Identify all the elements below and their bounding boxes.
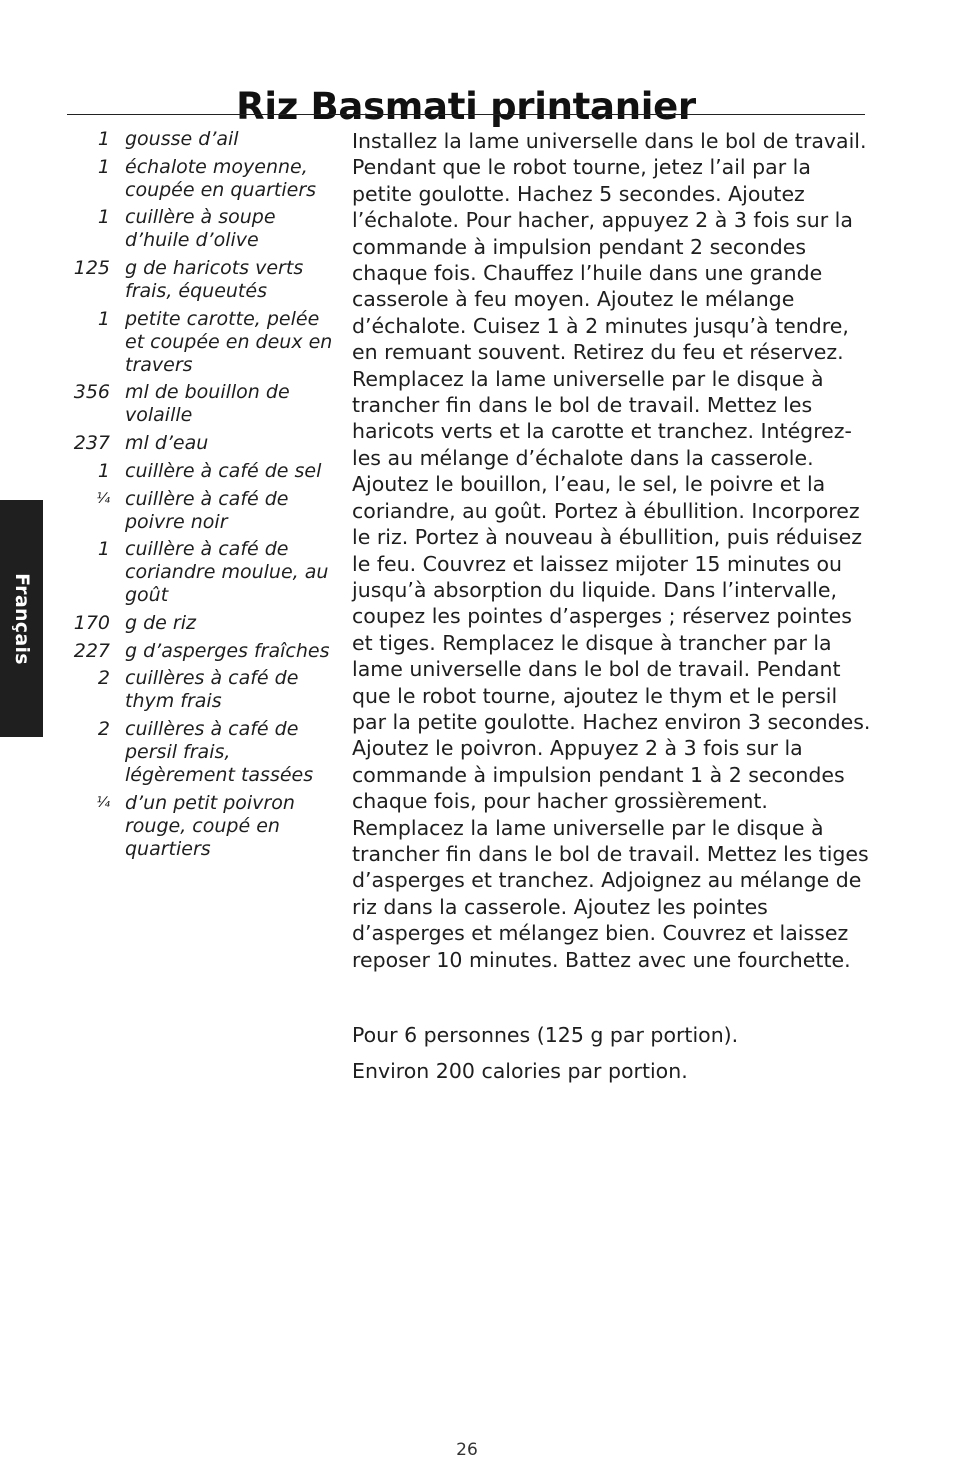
ingredient-list — [60, 128, 335, 865]
ingredient-quantity: 1 — [97, 128, 110, 150]
ingredient-description: cuillère à soupe d’huile d’olive — [125, 206, 276, 252]
ingredient-item — [60, 460, 335, 483]
ingredient-item — [60, 612, 335, 635]
ingredient-item — [60, 128, 335, 151]
ingredient-item — [60, 308, 335, 377]
ingredient-quantity: 237 — [73, 432, 110, 455]
ingredient-item — [60, 432, 335, 455]
ingredient-description: cuillère à café de poivre noir — [125, 487, 289, 533]
ingredient-quantity: 2 — [97, 667, 110, 690]
ingredient-description: échalote moyenne, coupée en quartiers — [125, 155, 317, 201]
ingredient-item — [60, 667, 335, 713]
language-tab — [0, 500, 43, 737]
ingredient-description: cuillère à café de coriandre moulue, au goût — [125, 538, 329, 607]
ingredient-quantity: ¼ — [96, 490, 110, 507]
ingredient-item — [60, 640, 335, 663]
ingredient-quantity: 356 — [73, 381, 110, 404]
ingredient-quantity: 170 — [73, 611, 110, 634]
ingredient-item — [60, 257, 335, 303]
ingredient-description: cuillère à café de sel — [125, 459, 322, 482]
ingredient-quantity: 227 — [73, 639, 110, 662]
ingredient-quantity: ¼ — [96, 794, 110, 811]
ingredient-item — [60, 156, 335, 202]
ingredient-item — [60, 381, 335, 427]
ingredient-description: d’un petit poivron rouge, coupé en quartiers — [125, 791, 295, 860]
ingredient-quantity: 1 — [97, 307, 110, 330]
language-tab-label: Français — [10, 572, 33, 665]
ingredient-item — [60, 488, 335, 534]
ingredient-description: g de haricots verts frais, équeutés — [125, 257, 304, 303]
ingredient-item — [60, 206, 335, 252]
ingredient-description: petite carotte, pelée et coupée en deux en travers — [125, 307, 333, 376]
servings-note: Pour 6 personnes (125 g par portion). — [352, 1023, 739, 1047]
ingredient-description: cuillères à café de thym frais — [125, 667, 299, 713]
ingredient-quantity: 1 — [97, 538, 110, 561]
recipe-title: Riz Basmati printanier — [236, 84, 696, 128]
ingredient-description: g d’asperges fraîches — [125, 639, 330, 662]
ingredient-description: ml d’eau — [125, 432, 209, 455]
ingredient-quantity: 1 — [97, 206, 110, 229]
title-divider — [67, 114, 865, 115]
ingredient-quantity: 1 — [97, 459, 110, 482]
ingredient-item — [60, 538, 335, 607]
ingredient-quantity: 125 — [73, 257, 110, 280]
ingredient-item — [60, 718, 335, 787]
calories-note: Environ 200 calories par portion. — [352, 1059, 688, 1083]
recipe-instructions: Installez la lame universelle dans le bol de travail. Pendant que le robot tourne, jetez l’ail par la petite goulotte. Hachez 5 secondes. Ajoutez l’échalote. Pour hacher, appuyez 2 à 3 fois sur la commande à impulsion pendant 2 secondes chaque fois. Chauffez l’huile dans une grande casserole à feu moyen. Ajoutez le mélange d’échalote. Cuisez 1 à 2 minutes jusqu’à tendre, en remuant souvent. Retirez du feu et réservez. Remplacez la lame universelle par le disque à trancher fin dans le bol de travail. Mettez les haricots verts et la carotte et tranchez. Intégrez- les au mélange d’échalote dans la casserole. Ajoutez le bouillon, l’eau, le sel, le poivre et la coriandre, au goût. Portez à ébullition. Incorporez le riz. Portez à nouveau à ébullition, puis réduisez le feu. Couvrez et laissez mijoter 15 minutes ou jusqu’à absorption du liquide. Dans l’intervalle, coupez les pointes d’asperges ; réservez pointes et tiges. Remplacez le disque à trancher par la lame universelle dans le bol de travail. Pendant que le robot tourne, ajoutez le thym et le persil par la petite goulotte. Hachez environ 3 secondes. Ajoutez le poivron. Appuyez 2 à 3 fois sur la commande à impulsion pendant 1 à 2 secondes chaque fois, pour hacher grossièrement. Remplacez la lame universelle par le disque à trancher fin dans le bol de travail. Mettez les tiges d’asperges et tranchez. Adjoignez au mélange de riz dans la casserole. Ajoutez les pointes d’asperges et mélangez bien. Couvrez et laissez reposer 10 minutes. Battez avec une fourchette. — [352, 129, 871, 972]
ingredient-description: ml de bouillon de volaille — [125, 381, 290, 427]
ingredient-item — [60, 792, 335, 861]
ingredient-description: g de riz — [125, 611, 196, 634]
ingredient-quantity: 1 — [97, 155, 110, 178]
ingredient-description: gousse d’ail — [125, 128, 239, 150]
ingredient-quantity: 2 — [97, 717, 110, 740]
page-number: 26 — [456, 1440, 478, 1460]
ingredient-description: cuillères à café de persil frais, légèrement tassées — [125, 717, 314, 786]
